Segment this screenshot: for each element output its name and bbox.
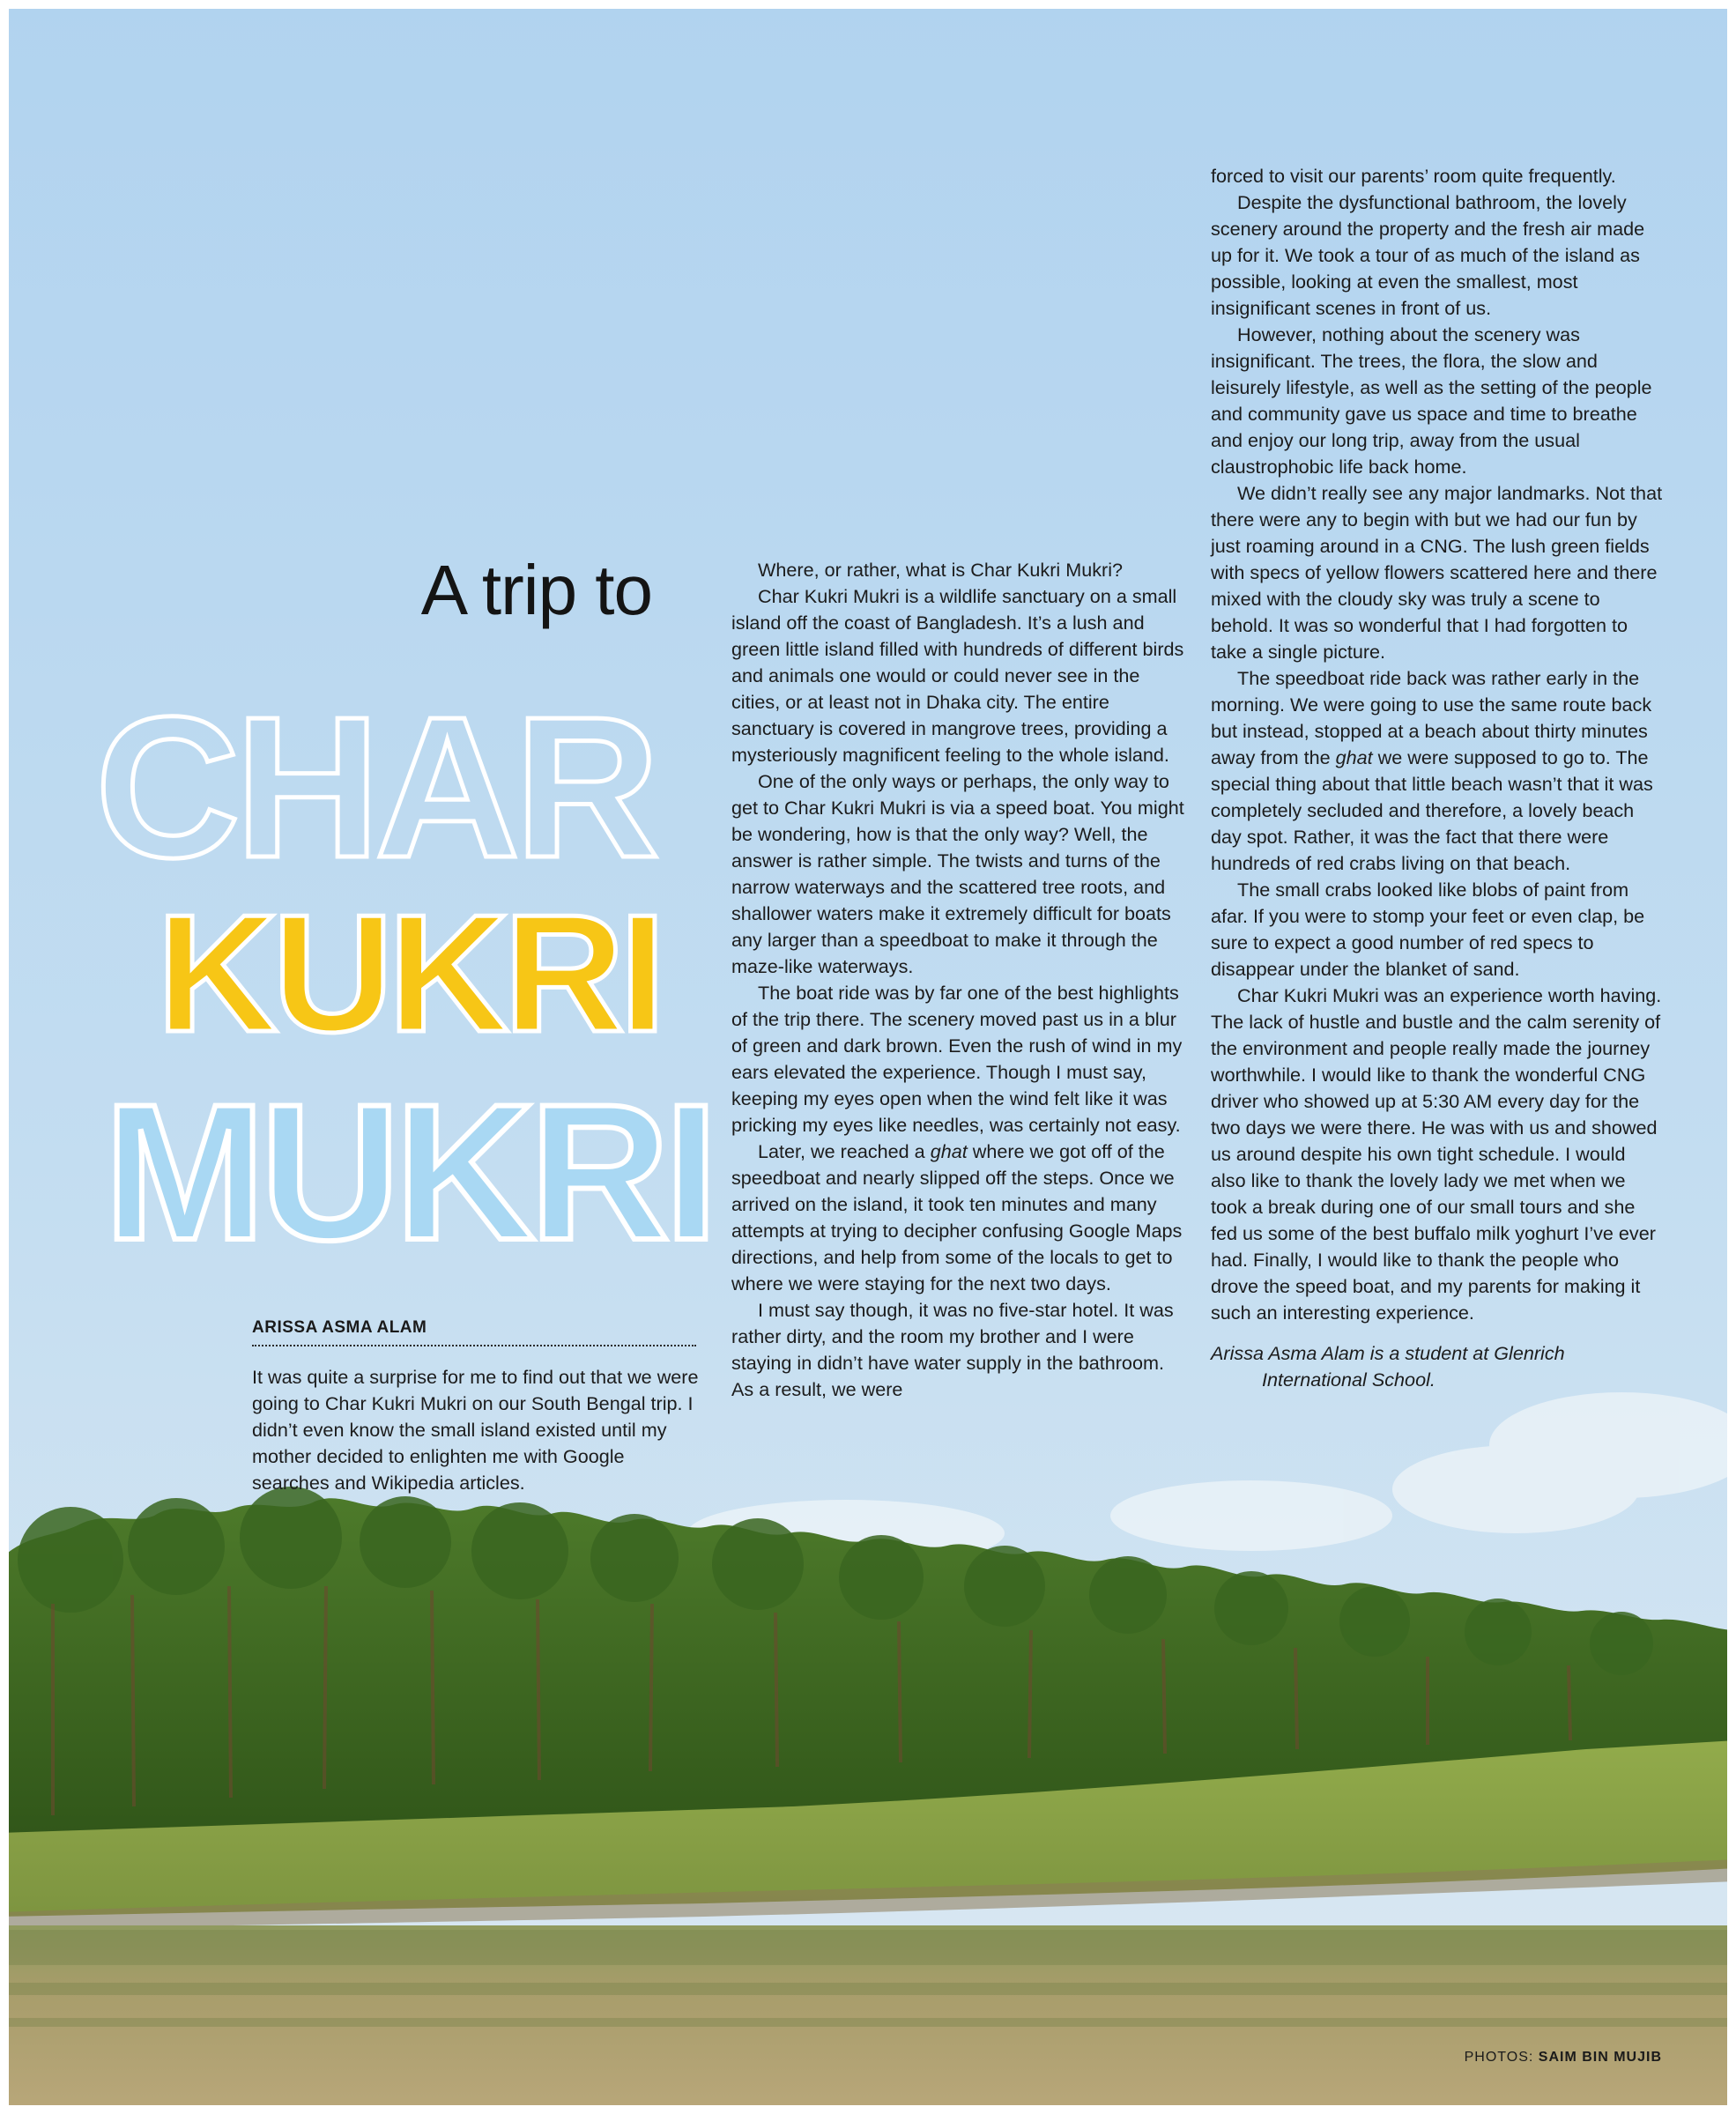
author-note: Arissa Asma Alam is a student at Glenrich International School.: [1211, 1342, 1565, 1391]
title-kukri: KUKRI: [157, 880, 661, 1067]
paragraph: We didn’t really see any major landmarks. Not that there were any to begin with but we had our fun by just roaming around in a CNG. The lush green fields with specs of yellow flowers scattered here and there mixed with the cloudy sky was truly a scene to behold. It was so wonderful that I had forgotten to take a single picture.: [1211, 482, 1663, 663]
photo-credit-label: PHOTOS:: [1464, 2050, 1534, 2065]
paragraph: Despite the dysfunctional bathroom, the lovely scenery around the property and the fresh air made up for it. We took a tour of as much of the island as possible, looking at even the smallest, most insignificant scenes in front of us.: [1211, 191, 1645, 319]
text-run: Later, we reached a: [758, 1140, 931, 1162]
text-run: The speedboat ride back was rather early in the morning. We were going to use the same route back but instead, stopped at a beach about thirty minutes away from the: [1211, 667, 1652, 768]
article-column-2: [731, 557, 1186, 1403]
article-column-3: [1211, 163, 1666, 1393]
title-char: CHAR: [95, 676, 655, 900]
paragraph: Char Kukri Mukri was an experience worth having. The lack of hustle and bustle and the calm serenity of the environment and people really made the journey worthwhile. I would like to thank the wonderful CNG driver who showed up at 5:30 AM every day for the two days we were there. He was with us and showed us around despite his own tight schedule. I would also like to thank the lovely lady we met when we took a break during one of our small tours and she fed us some of the best buffalo milk yoghurt I’ve ever had. Finally, I would like to thank the people who drove the speed boat, and my parents for making it such an interesting experience.: [1211, 984, 1662, 1324]
paragraph: It was quite a surprise for me to find out that we were going to Char Kukri Mukri on our South Bengal trip. I didn’t even know the small island existed until my mother decided to enlighten me with Google searches and Wikipedia articles.: [252, 1366, 699, 1494]
paragraph: [731, 1139, 1186, 1297]
paragraph: One of the only ways or perhaps, the only way to get to Char Kukri Mukri is via a speed boat. You might be wondering, how is that the only way? Well, the answer is rather simple. The twists and turns of the narrow waterways and the scattered tree roots, and shallower waters make it extremely difficult for boats any larger than a speedboat to make it through the maze-like waterways.: [731, 770, 1184, 977]
author-byline: ARISSA ASMA ALAM: [252, 1318, 696, 1346]
italic-word: ghat: [1335, 746, 1373, 768]
italic-word: ghat: [930, 1140, 968, 1162]
photo-credit: [1433, 2050, 1662, 2066]
paragraph: Char Kukri Mukri is a wildlife sanctuary on a small island off the coast of Bangladesh. It’s a lush and green little island filled with hundreds of different birds and animals one would or could never see in the cities, or at least not in Dhaka city. The entire sanctuary is covered in mangrove trees, providing a mysteriously magnificent feeling to the whole island.: [731, 585, 1184, 766]
title-mukri: MUKRI: [104, 1064, 714, 1280]
paragraph: forced to visit our parents’ room quite frequently.: [1211, 165, 1616, 187]
text-run: we were supposed to go to. The special thing about that little beach wasn’t that it was completely secluded and therefore, a lovely beach day spot. Rather, it was the fact that there were hundreds of red crabs living on that beach.: [1211, 746, 1653, 874]
paragraph: The small crabs looked like blobs of paint from afar. If you were to stomp your feet or even clap, be sure to expect a good number of red specs to disappear under the blanket of sand.: [1211, 879, 1645, 980]
paragraph: The boat ride was by far one of the best highlights of the trip there. The scenery moved past us in a blur of green and dark brown. Even the rush of wind in my ears elevated the experience. Though I must say, keeping my eyes open when the wind felt like it was pricking my eyes like needles, was certainly not easy.: [731, 982, 1183, 1136]
paragraph: However, nothing about the scenery was insignificant. The trees, the flora, the slow and leisurely lifestyle, as well as the setting of the people and community gave us space and time to breathe and enjoy our long trip, away from the usual claustrophobic life back home.: [1211, 323, 1652, 478]
paragraph: [1211, 665, 1666, 877]
text-run: where we got off of the speedboat and nearly slipped off the steps. Once we arrived on the island, it took ten minutes and many attempts at trying to decipher confusing Google Maps directions, and help from some of the locals to get to where we were staying for the next two days.: [731, 1140, 1183, 1294]
paragraph: Where, or rather, what is Char Kukri Mukri?: [758, 559, 1124, 581]
article-column-1: [252, 1364, 701, 1496]
photo-credit-name: SAIM BIN MUJIB: [1538, 2050, 1662, 2065]
title-kicker: A trip to: [420, 551, 652, 629]
paragraph: I must say though, it was no five-star hotel. It was rather dirty, and the room my brother and I were staying in didn’t have water supply in the bathroom. As a result, we were: [731, 1299, 1174, 1400]
